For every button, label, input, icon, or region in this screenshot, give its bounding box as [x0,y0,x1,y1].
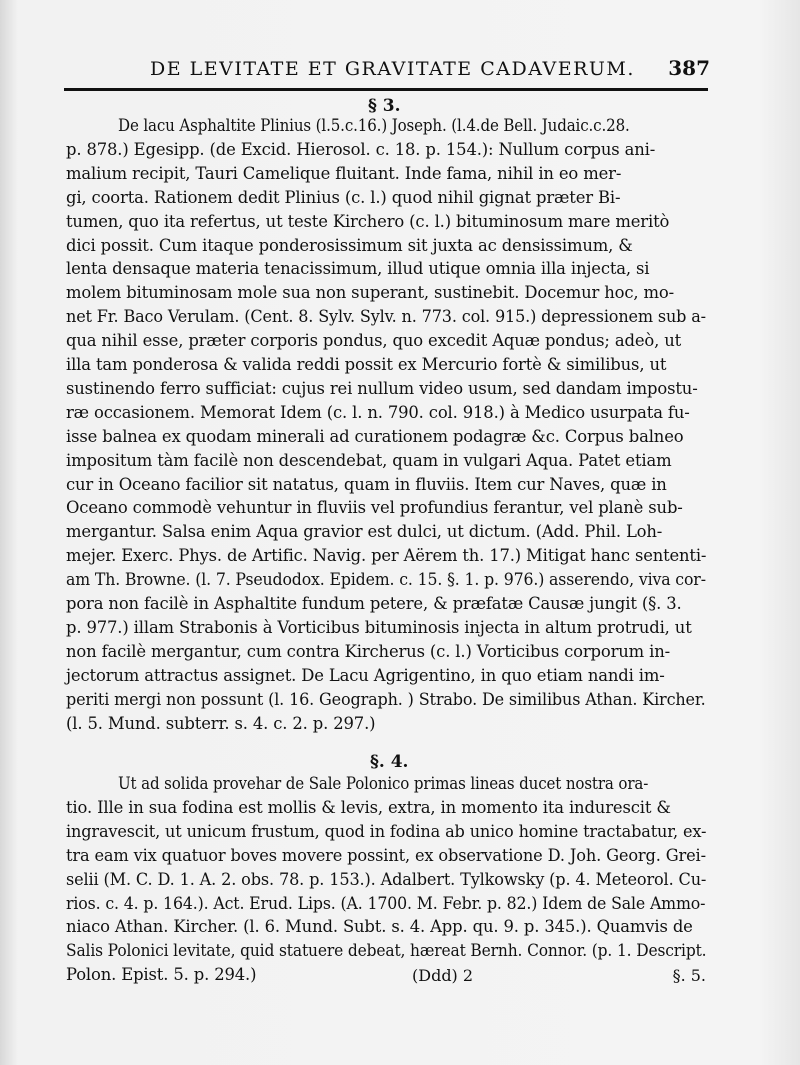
text-line: tio. Ille in sua fodina est mollis & levis, extra, in momento ita indurescit & [66,797,671,817]
text-line: lenta densaque materia tenacissimum, illud utique omnia illa injecta, si [66,259,650,279]
page-number: 387 [668,56,710,80]
text-line: (l. 5. Mund. subterr. s. 4. c. 2. p. 297.) [66,713,376,733]
section-3-heading: § 3. [368,96,401,116]
text-line: tra eam vix quatuor boves movere possint, ex observatione D. Joh. Georg. Grei- [66,845,706,865]
header-rule [64,88,708,91]
text-line: am Th. Browne. (l. 7. Pseudodox. Epidem. c. 15. §. 1. p. 976.) asserendo, viva cor- [66,570,706,590]
text-line: gi, coorta. Rationem dedit Plinius (c. l.) quod nihil gignat præter Bi- [66,187,621,207]
page-footer [66,966,706,990]
text-line: mejer. Exerc. Phys. de Artific. Navig. per Aërem th. 17.) Mitigat hanc sententi- [66,546,707,566]
text-line: rios. c. 4. p. 164.). Act. Erud. Lips. (A. 1700. M. Febr. p. 82.) Idem de Sale Ammo- [66,893,706,913]
text-line: Salis Polonici levitate, quid statuere debeat, hæreat Bernh. Connor. (p. 1. Descript. [66,941,707,961]
text-line: isse balnea ex quodam minerali ad curationem podagræ &c. Corpus balneo [66,426,684,446]
text-line: non facilè mergantur, cum contra Kircherus (c. l.) Vorticibus corporum in- [66,641,670,661]
text-line: pora non facilè in Asphaltite fundum petere, & præfatæ Causæ jungit (§. 3. [66,594,682,613]
text-line: illa tam ponderosa & valida reddi possit ex Mercurio fortè & similibus, ut [66,355,667,374]
text-line: ræ occasionem. Memorat Idem (c. l. n. 790. col. 918.) à Medico usurpata fu- [66,402,690,422]
text-line: malium recipit, Tauri Camelique fluitant. Inde fama, nihil in eo mer- [66,163,622,183]
text-line: Ut ad solida provehar de Sale Polonico primas lineas ducet nostra ora- [118,774,649,793]
text-line: impositum tàm facilè non descendebat, quam in vulgari Aqua. Patet etiam [66,450,672,470]
running-title: DE LEVITATE ET GRAVITATE CADAVERUM. [150,58,635,80]
text-line: jectorum attractus assignet. De Lacu Agrigentino, in quo etiam nandi im- [66,665,665,685]
text-line: p. 977.) illam Strabonis à Vorticibus bituminosis injecta in altum protrudi, ut [66,617,692,637]
signature-mark: (Ddd) 2 [412,966,474,985]
text-line: qua nihil esse, præter corporis pondus, quo excedit Aquæ pondus; adeò, ut [66,331,682,351]
catchword: §. 5. [672,966,706,985]
text-line: Oceano commodè vehuntur in fluviis vel profundius ferantur, vel planè sub- [66,498,683,518]
text-line: cur in Oceano facilior sit natatus, quam in fluviis. Item cur Naves, quæ in [66,474,667,494]
page-header [150,58,710,86]
text-line: mergantur. Salsa enim Aqua gravior est dulci, ut dictum. (Add. Phil. Loh- [66,522,663,542]
text-line: molem bituminosam mole sua non superant, sustinebit. Docemur hoc, mo- [66,283,675,303]
text-line: p. 878.) Egesipp. (de Excid. Hierosol. c. 18. p. 154.): Nullum corpus ani- [66,139,656,159]
text-line: periti mergi non possunt (l. 16. Geograph. ) Strabo. De similibus Athan. Kircher. [66,689,706,709]
text-line: sustinendo ferro sufficiat: cujus rei nullum video usum, sed dandam impostu- [66,378,698,398]
text-line: ingravescit, ut unicum frustum, quod in fodina ab unico homine tractabatur, ex- [66,821,707,841]
text-line: niaco Athan. Kircher. (l. 6. Mund. Subt. s. 4. App. qu. 9. p. 345.). Quamvis de [66,917,693,937]
text-line: Polon. Epist. 5. p. 294.) [66,965,257,985]
text-line: dici possit. Cum itaque ponderosissimum sit juxta ac densissimum, & [66,235,633,255]
text-line: selii (M. C. D. 1. A. 2. obs. 78. p. 153.). Adalbert. Tylkowsky (p. 4. Meteorol. Cu- [66,869,707,889]
text-line: net Fr. Baco Verulam. (Cent. 8. Sylv. Sylv. n. 773. col. 915.) depressionem sub a- [66,307,706,327]
text-line: tumen, quo ita refertus, ut teste Kirchero (c. l.) bituminosum mare meritò [66,211,670,231]
section-4-heading: §. 4. [370,752,409,772]
text-line: De lacu Asphaltite Plinius (l.5.c.16.) Joseph. (l.4.de Bell. Judaic.c.28. [118,116,630,135]
